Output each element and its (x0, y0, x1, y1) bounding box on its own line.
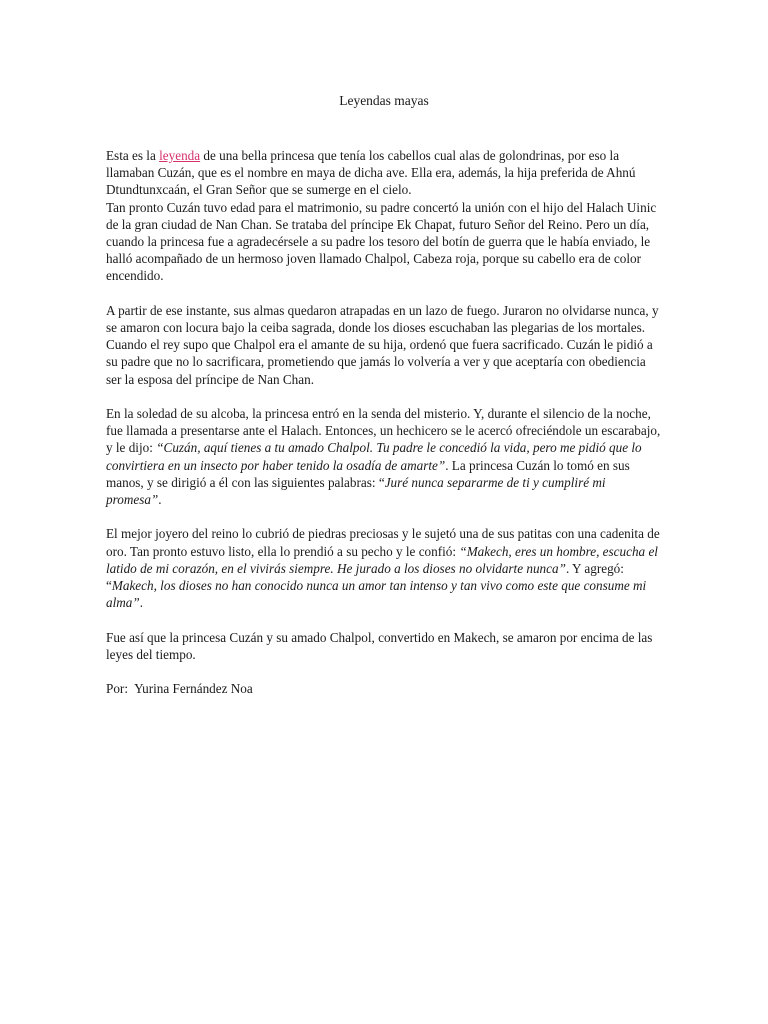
paragraph-4-text-c: . (158, 492, 162, 508)
document-body (106, 147, 662, 697)
paragraph-5 (106, 525, 662, 611)
paragraph-2: Tan pronto Cuzán tuvo edad para el matrimonio, su padre concertó la unión con el hijo del Halach Uinic de la gran ciudad de Nan Chan. Se trataba del príncipe Ek Chapat, futuro Señor del Reino. Pero un día, cuando la princesa fue a agradecérsele a su padre los tesoro del botín de guerra que le había enviado, le halló acompañado de un hermoso joven llamado Chalpol, Cabeza roja, porque su cabello era de color encendido. (106, 199, 657, 284)
paragraph-4-quote-a: “Cuzán, aquí tienes a tu amado Chalpol. Tu padre le concedió la vida, pero me pidió que lo convirtiera en un insecto por haber tenido la osadía de amarte” (106, 440, 642, 473)
paragraph-4-quote-b: Juré nunca separarme de ti y cumpliré mi promesa” (106, 474, 606, 508)
paragraph-4 (106, 405, 662, 508)
paragraph-4-text-a: En la soledad de su alcoba, la princesa entró en la senda del misterio. Y, durante el silencio de la noche, fue llamada a presentarse ante el Halach. Entonces, un hechicero se le acercó ofreciéndole un escarabajo, y le dijo: (106, 406, 661, 456)
paragraph-5-text-a: El mejor joyero del reino lo cubrió de piedras preciosas y le sujetó una de sus patitas con una cadenita de oro. Tan pronto estuvo listo, ella lo prendió a su pecho y le confió: (106, 526, 660, 559)
leyenda-link[interactable]: leyenda (159, 148, 201, 163)
paragraph-4-text-b: . La princesa Cuzán lo tomó en sus manos, y se dirigió a él con las siguientes palabras: “ (106, 457, 630, 490)
paragraph-5-text-b: . Y agregó: “ (106, 560, 624, 594)
paragraph-1-rest: de una bella princesa que tenía los cabellos cual alas de golondrinas, por eso la llamaban Cuzán, que es el nombre en maya de dicha ave. Ella era, además, la hija preferida de Ahnú Dtundtunxcaán, el Gran Señor que se sumerge en el cielo. (106, 148, 636, 198)
paragraph-5-text-c: . (139, 595, 144, 611)
paragraph-5-quote-b: Makech, los dioses no han conocido nunca un amor tan intenso y tan vivo como este que consume mi alma” (106, 578, 647, 611)
paragraph-1-start: Esta es la (106, 148, 160, 163)
author-line: Por: Yurina Fernández Noa (106, 681, 253, 697)
document-title: Leyendas mayas (339, 93, 429, 108)
paragraph-3: A partir de ese instante, sus almas quedaron atrapadas en un lazo de fuego. Juraron no olvidarse nunca, y se amaron con locura bajo la ceiba sagrada, donde los dioses escuchaban las plegarias de los mortales. Cuando el rey supo que Chalpol era el amante de su hija, ordenó que fuera sacrificado. Cuzán le pidió a su padre que no lo sacrificara, prometiendo que jamás lo volvería a ver y que aceptaría con obediencia ser la esposa del príncipe de Nan Chan. (106, 302, 659, 387)
paragraph-5-quote-a: “Makech, eres un hombre, escucha el latido de mi corazón, en el vivirás siempre. He jurado a los dioses no olvidarte nunca” (106, 543, 658, 576)
paragraph-1 (106, 147, 662, 199)
paragraph-6: Fue así que la princesa Cuzán y su amado Chalpol, convertido en Makech, se amaron por encima de las leyes del tiempo. (106, 629, 653, 662)
